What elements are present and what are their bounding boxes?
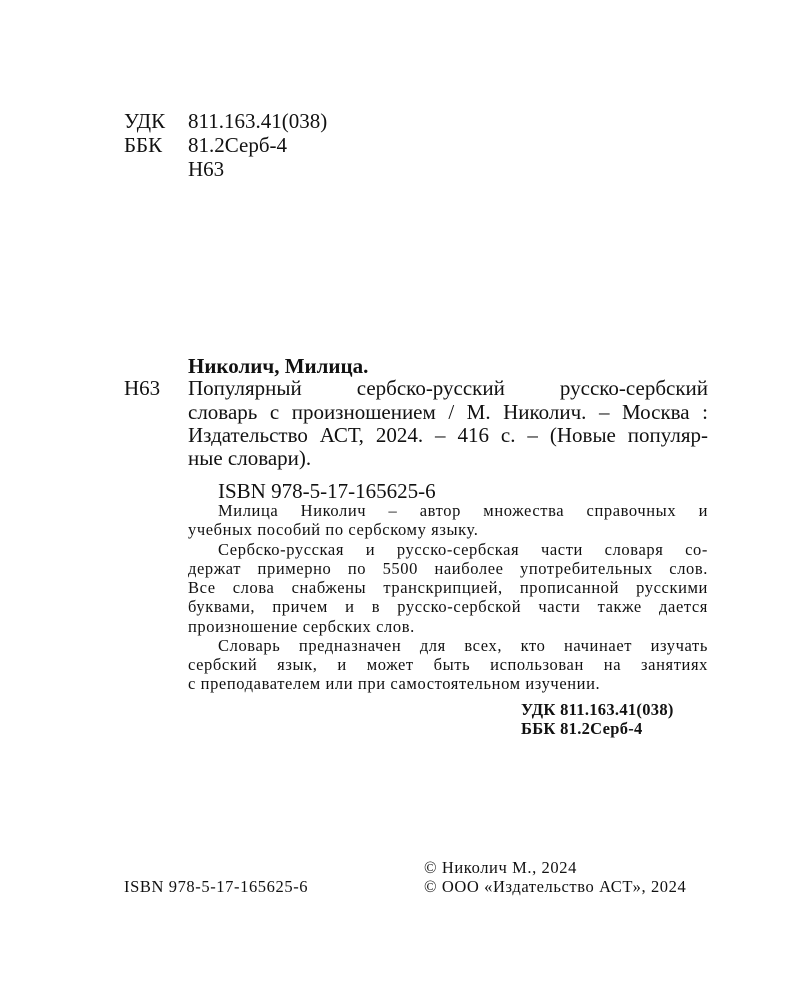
author-heading: Николич, Милица. xyxy=(188,354,369,378)
annotation-line: Словарь предназначен для всех, кто начинает изучать xyxy=(218,636,708,655)
copyright-publisher: © ООО «Издательство АСТ», 2024 xyxy=(424,877,687,896)
annotation-line: с преподавателем или при самостоятельном изучении. xyxy=(188,674,601,693)
description-line: словарь с произношением / М. Николич. – Москва : xyxy=(188,400,708,424)
annotation-line: Милица Николич – автор множества справочных и xyxy=(218,501,708,520)
description-line: Популярный сербско-русский русско-сербский xyxy=(188,376,708,400)
bbk-label: ББК xyxy=(124,133,163,157)
annotation-line: учебных пособий по сербскому языку. xyxy=(188,520,479,539)
bottom-isbn: ISBN 978-5-17-165625-6 xyxy=(124,877,309,896)
annotation-line: произношение сербских слов. xyxy=(188,617,415,636)
card-author-sign: Н63 xyxy=(124,376,161,400)
bbk-value: 81.2Серб-4 xyxy=(188,133,288,157)
description-line: Издательство АСТ, 2024. – 416 с. – (Новые популяр- xyxy=(188,423,708,447)
udk-value: 811.163.41(038) xyxy=(188,109,328,133)
description-line: ные словари). xyxy=(188,446,312,470)
annotation-line: буквами, причем и в русско-сербской части также дается xyxy=(188,597,708,616)
card-isbn: ISBN 978-5-17-165625-6 xyxy=(218,479,436,503)
annotation-line: сербский язык, и может быть использован на занятиях xyxy=(188,655,708,674)
udk-label: УДК xyxy=(124,109,166,133)
annotation-line: держат примерно по 5500 наиболее употребительных слов. xyxy=(188,559,708,578)
annotation-line: Сербско-русская и русско-сербская части словаря со- xyxy=(218,540,708,559)
annotation-line: Все слова снабжены транскрипцией, прописанной русскими xyxy=(188,578,708,597)
footer-udk: УДК 811.163.41(038) xyxy=(521,700,674,719)
copyright-author: © Николич М., 2024 xyxy=(424,858,577,877)
author-sign: Н63 xyxy=(188,157,225,181)
footer-bbk: ББК 81.2Серб-4 xyxy=(521,719,643,738)
